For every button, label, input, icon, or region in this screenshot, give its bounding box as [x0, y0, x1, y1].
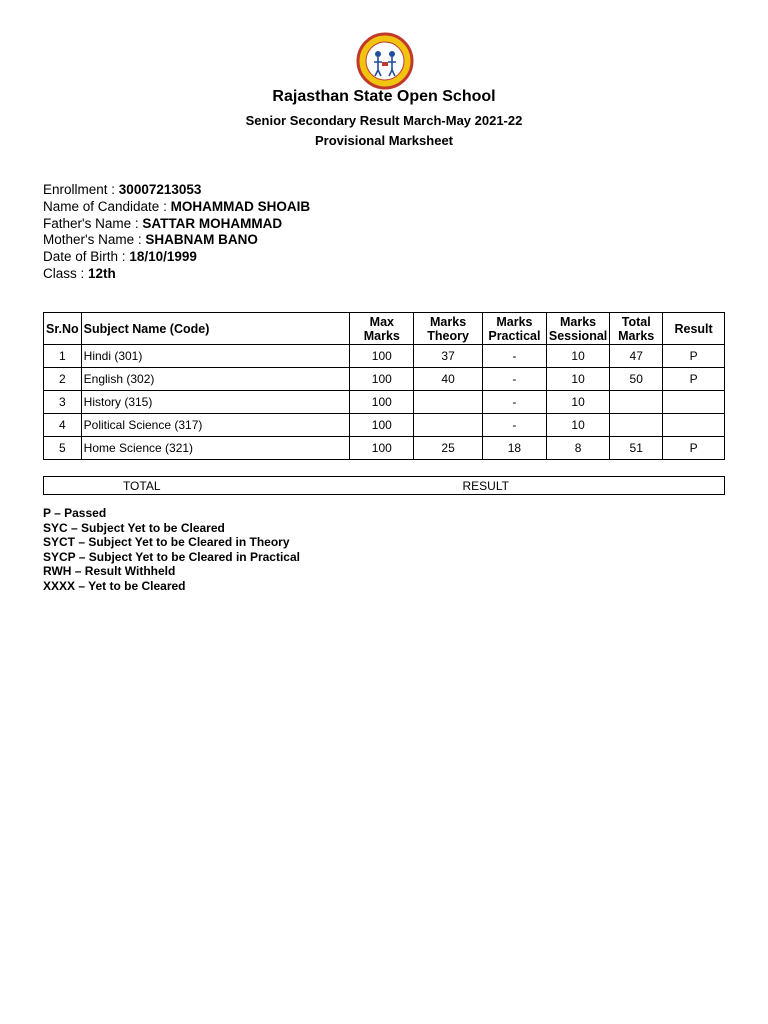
col-result: Result [663, 313, 725, 345]
class-value: 12th [88, 265, 116, 281]
mother-name-row [43, 232, 310, 249]
dob-value: 18/10/1999 [129, 249, 197, 265]
cell-practical: - [482, 414, 546, 437]
cell-sessional: 10 [546, 414, 609, 437]
col-subject: Subject Name (Code) [81, 313, 350, 345]
cell-subject: Hindi (301) [81, 345, 350, 368]
col-theory-line2: Theory [427, 328, 469, 343]
cell-subject: Political Science (317) [81, 414, 350, 437]
legend-item: SYC – Subject Yet to be Cleared [43, 520, 225, 535]
table-row [44, 437, 725, 460]
legend-item: SYCP – Subject Yet to be Cleared in Practical [43, 549, 300, 564]
dob-row [43, 249, 310, 266]
candidate-name-value: MOHAMMAD SHOAIB [170, 198, 311, 214]
cell-sessional: 8 [546, 437, 609, 460]
school-name: Rajasthan State Open School [272, 88, 496, 105]
father-name-value: SATTAR MOHAMMAD [142, 215, 283, 231]
legend [43, 506, 300, 594]
total-value [239, 477, 325, 495]
table-header-row [44, 313, 725, 345]
table-row [44, 414, 725, 437]
cell-total: 51 [610, 437, 663, 460]
cell-result: P [663, 368, 725, 391]
result-value [646, 477, 724, 495]
cell-total [610, 391, 663, 414]
exam-title: Senior Secondary Result March-May 2021-22 [245, 113, 523, 128]
table-row [44, 368, 725, 391]
cell-srno: 5 [44, 437, 82, 460]
cell-result: P [663, 437, 725, 460]
father-name-row [43, 216, 310, 233]
col-total-line2: Marks [618, 328, 655, 343]
cell-sessional: 10 [546, 391, 609, 414]
cell-theory: 25 [414, 437, 483, 460]
col-max-marks: Max Marks [350, 313, 414, 345]
cell-subject: English (302) [81, 368, 350, 391]
summary-row [44, 477, 725, 495]
cell-max: 100 [350, 368, 414, 391]
cell-max: 100 [350, 391, 414, 414]
sheet-type: Provisional Marksheet [315, 133, 453, 148]
cell-srno: 1 [44, 345, 82, 368]
cell-theory [414, 391, 483, 414]
enrollment-row [43, 182, 310, 199]
cell-result [663, 414, 725, 437]
cell-srno: 3 [44, 391, 82, 414]
col-srno: Sr.No [44, 313, 82, 345]
col-sessional-line1: Marks [560, 314, 597, 329]
col-practical-line1: Marks [496, 314, 533, 329]
summary-table [43, 476, 725, 495]
result-label: RESULT [325, 477, 646, 495]
col-sessional [546, 313, 609, 345]
candidate-name-label: Name of Candidate : [43, 198, 167, 214]
cell-practical: - [482, 368, 546, 391]
col-theory-line1: Marks [430, 314, 467, 329]
legend-item: P – Passed [43, 506, 107, 520]
cell-max: 100 [350, 414, 414, 437]
rsos-emblem-icon [356, 32, 414, 90]
col-sessional-line2: Sessional [548, 328, 608, 343]
cell-total [610, 414, 663, 437]
col-practical [482, 313, 546, 345]
cell-total: 47 [610, 345, 663, 368]
cell-srno: 2 [44, 368, 82, 391]
cell-result: P [663, 345, 725, 368]
mother-name-label: Mother's Name : [43, 232, 142, 248]
legend-item: XXXX – Yet to be Cleared [43, 578, 186, 593]
cell-srno: 4 [44, 414, 82, 437]
col-total [610, 313, 663, 345]
enrollment-value: 30007213053 [118, 182, 202, 197]
table-row [44, 345, 725, 368]
mother-name-value: SHABNAM BANO [145, 232, 258, 248]
total-label: TOTAL [44, 477, 240, 495]
cell-practical: - [482, 345, 546, 368]
cell-sessional: 10 [546, 345, 609, 368]
table-row [44, 391, 725, 414]
enrollment-label: Enrollment : [43, 182, 116, 197]
cell-max: 100 [350, 345, 414, 368]
cell-practical: - [482, 391, 546, 414]
candidate-info [43, 182, 310, 283]
col-practical-line2: Practical [488, 328, 541, 343]
cell-result [663, 391, 725, 414]
cell-subject: History (315) [81, 391, 350, 414]
dob-label: Date of Birth : [43, 249, 126, 265]
cell-theory [414, 414, 483, 437]
class-row [43, 266, 310, 283]
cell-total: 50 [610, 368, 663, 391]
legend-item: SYCT – Subject Yet to be Cleared in Theory [43, 535, 290, 550]
father-name-label: Father's Name : [43, 215, 139, 231]
legend-item: RWH – Result Withheld [43, 564, 176, 579]
cell-theory: 40 [414, 368, 483, 391]
cell-subject: Home Science (321) [81, 437, 350, 460]
col-theory [414, 313, 483, 345]
candidate-name-row [43, 199, 310, 216]
cell-sessional: 10 [546, 368, 609, 391]
cell-practical: 18 [482, 437, 546, 460]
class-label: Class : [43, 265, 85, 281]
marks-table [43, 312, 725, 460]
cell-max: 100 [350, 437, 414, 460]
col-total-line1: Total [621, 314, 651, 329]
cell-theory: 37 [414, 345, 483, 368]
